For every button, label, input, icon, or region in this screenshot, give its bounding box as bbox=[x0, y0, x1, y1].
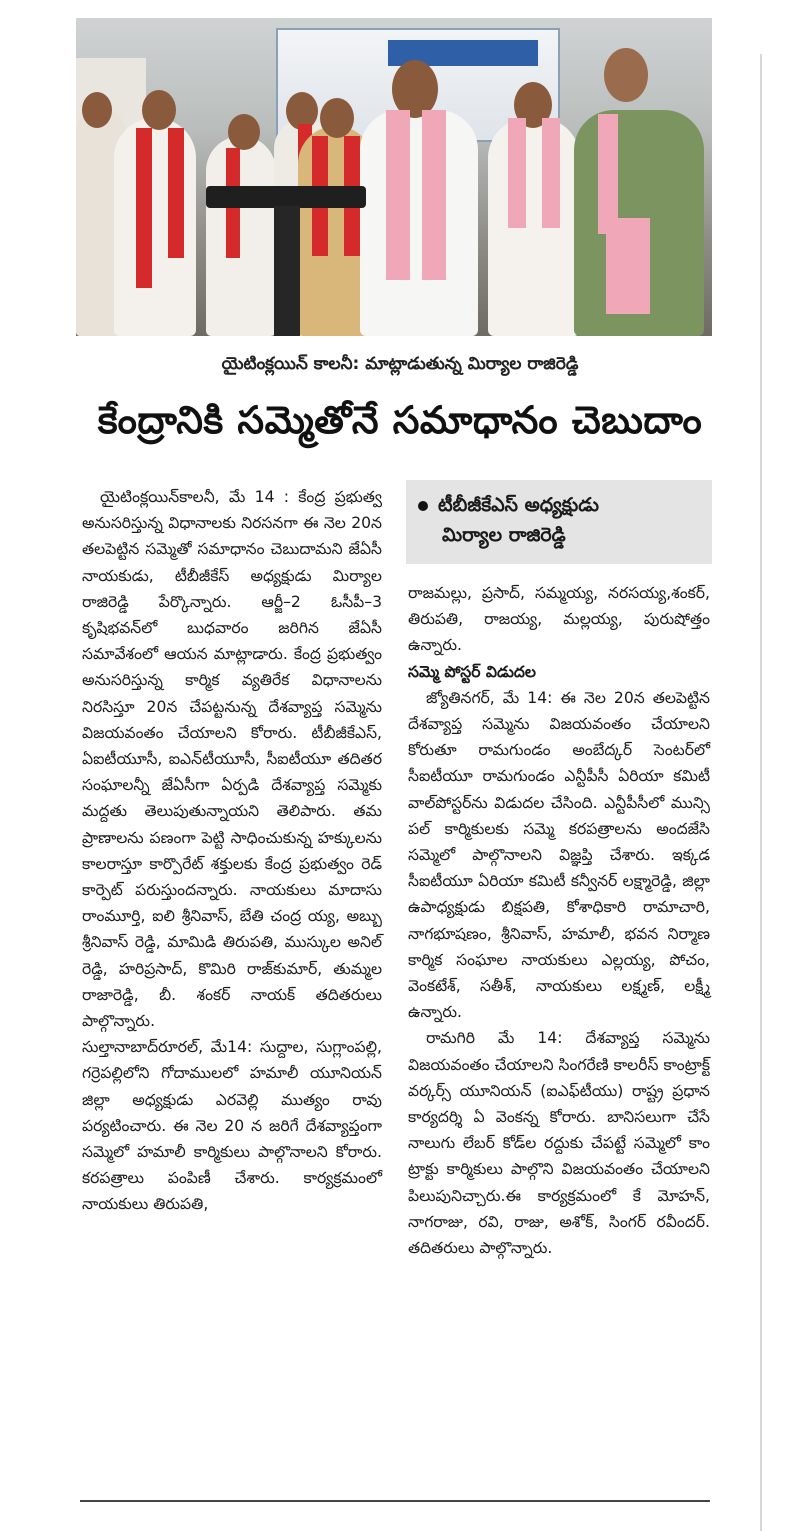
pink-scarf bbox=[542, 118, 560, 228]
red-scarf bbox=[136, 128, 152, 288]
pink-scarf bbox=[598, 114, 618, 234]
person-head bbox=[604, 48, 648, 102]
person bbox=[206, 136, 276, 336]
news-photo bbox=[76, 18, 712, 336]
article-paragraph: రామగిరి మే 14: దేశవ్యాప్త సమ్మెను విజయవంతం చేయాలని సింగరేణి కాలరీస్‌ కాంట్రాక్ట్‌ వర్కర్స్‌ యూనియన్‌ (ఐఎఫ్‌టీయు) రాష్ట్ర ప్రధాన కార్యదర్శి ఏ వెంకన్న కోరారు. బానిసలుగా చేసే నాలుగు లేబర్‌ కోడ్‌ల రద్దుకు చేపట్టే సమ్మెలో కాం ట్రాక్టు కార్మికులు పాల్గొని విజయవంతం చేయాలని పిలుపునిచ్చారు.ఈ కార్యక్రమంలో కే మోహన్, నాగరాజు, రవి, రాజు, అశోక్, సింగర్‌ రవీందర్‌. తదితరులు పాల్గొన్నారు. bbox=[408, 1029, 710, 1258]
pink-scarf bbox=[508, 118, 526, 228]
person bbox=[488, 118, 580, 336]
person-head bbox=[82, 92, 112, 128]
article-paragraph: జ్యోతినగర్, మే 14: ఈ నెల 20న తలపెట్టిన దేశవ్యాప్త సమ్మెను విజయవంతం చేయాలని కోరుతూ రామగుండం అంబేద్కర్‌ సెంటర్‌లో సీఐటీయూ రామగుండం ఎన్టీపీసీ ఏరియా కమిటీ వాల్‌పోస్టర్‌ను విడుదల చేసింది. ఎన్టీపీసీలో మున్సి పల్‌ కార్మికులకు సమ్మె కరపత్రాలను అందజేసి సమ్మెలో పాల్గొనాలని విజ్ఞప్తి చేశారు. ఇక్కడ సీఐటీయూ ఏరియా కమిటీ కన్వీనర్‌ లక్ష్మారెడ్డి, జిల్లా ఉపాధ్యక్షుడు బిక్షపతి, కోశాధికారి రామాచారి, నాగభూషణం, శ్రీనివాస్, హమాలీ, భవన నిర్మాణ కార్మిక సంఘాల నాయకులు ఎల్లయ్య, పోచం, వెంకటేశ్, సతీశ్, నాయకులు లక్ష్మణ్, లక్ష్మీ ఉన్నారు. bbox=[408, 688, 710, 1022]
person-head bbox=[228, 114, 260, 150]
highlight-box bbox=[406, 480, 712, 564]
article-column-right bbox=[408, 580, 710, 1261]
person bbox=[360, 110, 478, 336]
article-column-left bbox=[82, 484, 382, 1218]
column-divider bbox=[760, 54, 762, 1531]
photo-caption: యైటింక్లయిన్‌ కాలనీ: మాట్లాడుతున్న మిర్యాల రాజిరెడ్డి bbox=[221, 354, 579, 374]
red-scarf bbox=[168, 128, 184, 258]
article-subheading: సమ్మె పోస్టర్‌ విడుదల bbox=[408, 662, 536, 681]
pink-scarf bbox=[386, 110, 410, 280]
person-head bbox=[142, 90, 176, 130]
highlight-line: మిర్యాల రాజిరెడ్డి bbox=[442, 524, 566, 546]
article-headline: కేంద్రానికి సమ్మెతోనే సమాధానం చెబుదాం bbox=[97, 398, 703, 442]
bullet-icon bbox=[418, 501, 428, 511]
podium-stand bbox=[274, 206, 300, 336]
article-paragraph: యైటింక్లయిన్‌కాలనీ, మే 14 : కేంద్ర ప్రభుత్వ అనుసరిస్తున్న విధానాలకు నిరసనగా ఈ నెల 20న తలపెట్టిన సమ్మెతో సమాధానం చెబుదామని జేఏసీ నాయకుడు, టీబీజీకేస్‌ అధ్యక్షుడు మిర్యాల రాజిరెడ్డి పేర్కొన్నారు. ఆర్జీ–2 ఓసీపీ–3 కృషిభవన్‌లో బుధవారం జరిగిన జేఏసీ సమావేశంలో ఆయన మాట్లాడారు. కేంద్ర ప్రభుత్వం అనుసరిస్తున్న కార్మిక వ్యతిరేక విధానాలను నిరసిస్తూ 20న చేపట్టనున్న దేశవ్యాప్త సమ్మెను విజయవంతం చేయాలని కోరారు. టీబీజీకేఎస్, ఏఐటీయూసీ, ఐఎన్‌టీయూసీ, సీఐటీయూ తదితర సంఘాలన్నీ జేఏసీగా ఏర్పడి దేశవ్యాప్త సమ్మెకు మద్దతు తెలుపుతున్నాయని తెలిపారు. తమ ప్రాణాలను పణంగా పెట్టి సాధించుకున్న హక్కులను కాలరాస్తూ కార్పొరేట్‌ శక్తులకు కేంద్ర ప్రభుత్వం రెడ్‌ కార్పెట్‌ పరుస్తుందన్నారు. నాయకులు మాదాసు రాంమూర్తి, ఐలి శ్రీనివాస్, బేతి చంద్ర య్య, అబ్బు శ్రీనివాస్‌ రెడ్డి, మామిడి తిరుపతి, ముస్కుల అనిల్‌ రెడ్డి, హరిప్రసాద్, కొమిరి రాజ్‌కుమార్, తుమ్మల రాజారెడ్డి, బీ. శంకర్‌ నాయక్‌ తదితరులు పాల్గొన్నారు. bbox=[82, 488, 382, 1031]
highlight-line: టీబీజీకేఎస్‌ అధ్యక్షుడు bbox=[438, 494, 599, 516]
article-paragraph: సుల్తానాబాద్‌రూరల్, మే14: సుద్దాల, సుగ్లాంపల్లి, గర్రెపల్లిలోని గోదాములలో హమాలీ యూనియన్‌ జిల్లా అధ్యక్షుడు ఎరవెల్లి ముత్యం రావు పర్యటించారు. ఈ నెల 20 న జరిగే దేశవ్యాప్తంగా సమ్మెలో హమాలీ కార్మికులు పాల్గొనాలని కోరారు. కరపత్రాలు పంపిణీ చేశారు. కార్యక్రమంలో నాయకులు తిరుపతి, bbox=[82, 1038, 382, 1214]
person-head bbox=[320, 98, 354, 138]
article-paragraph: రాజమల్లు, ప్రసాద్, సమ్మయ్య, నరసయ్య,శంకర్, తిరుపతి, రాజయ్య, మల్లయ్య, పురుషోత్తం ఉన్నారు. bbox=[408, 584, 710, 655]
pink-scarf bbox=[422, 110, 446, 280]
podium bbox=[206, 186, 366, 208]
section-rule bbox=[80, 1500, 710, 1502]
pink-scarf bbox=[606, 218, 650, 314]
